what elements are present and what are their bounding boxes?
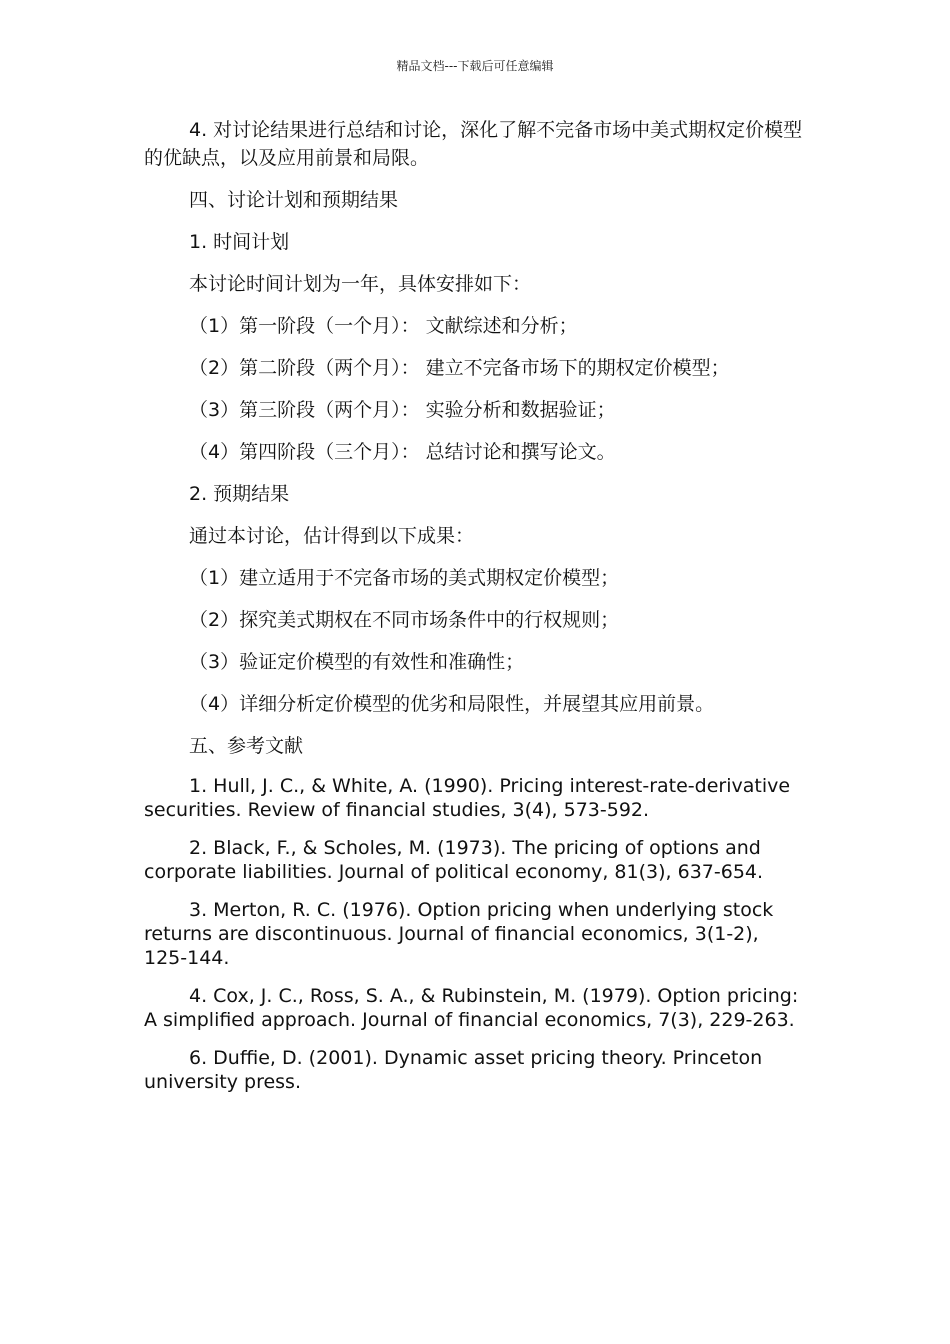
reference-item: 2. Black, F., & Scholes, M. (1973). The pricing of options and corporate liabilities. Journal of political economy, 81(3), 637-654. [144,837,764,883]
expected-result-item: （1）建立适用于不完备市场的美式期权定价模型； [189,567,620,589]
reference-item: 1. Hull, J. C., & White, A. (1990). Pricing interest-rate-derivative securities. Review of financial studies, 3(4), 573-592. [144,775,791,821]
time-plan-heading: 1. 时间计划 [189,231,290,253]
time-plan-item: （1）第一阶段（一个月）： 文献综述和分析； [189,315,578,337]
reference-item: 3. Merton, R. C. (1976). Option pricing when underlying stock returns are discontinuous. Journal of financial economics, 3(1-2), 125-144. [144,899,774,969]
summary-paragraph: 4. 对讨论结果进行总结和讨论，深化了解不完备市场中美式期权定价模型的优缺点，以及应用前景和局限。 [144,119,803,169]
document-body [144,116,804,1108]
time-plan-item: （4）第四阶段（三个月）： 总结讨论和撰写论文。 [189,441,616,463]
section-5-heading: 五、参考文献 [189,735,304,757]
section-4-heading: 四、讨论计划和预期结果 [189,189,399,211]
expected-results-heading: 2. 预期结果 [189,483,290,505]
reference-item: 6. Duffie, D. (2001). Dynamic asset pricing theory. Princeton university press. [144,1047,763,1093]
expected-result-item: （3）验证定价模型的有效性和准确性； [189,651,525,673]
expected-results-intro: 通过本讨论，估计得到以下成果： [189,525,475,547]
time-plan-item: （3）第三阶段（两个月）： 实验分析和数据验证； [189,399,616,421]
expected-result-item: （4）详细分析定价模型的优劣和局限性，并展望其应用前景。 [189,693,715,715]
page-header: 精品文档---下载后可任意编辑 [396,59,554,73]
time-plan-item: （2）第二阶段（两个月）： 建立不完备市场下的期权定价模型； [189,357,730,379]
time-plan-intro: 本讨论时间计划为一年，具体安排如下： [189,273,532,295]
reference-item: 4. Cox, J. C., Ross, S. A., & Rubinstein, M. (1979). Option pricing: A simplified approach. Journal of financial economics, 7(3), 229-263. [144,985,799,1031]
expected-result-item: （2）探究美式期权在不同市场条件中的行权规则； [189,609,620,631]
